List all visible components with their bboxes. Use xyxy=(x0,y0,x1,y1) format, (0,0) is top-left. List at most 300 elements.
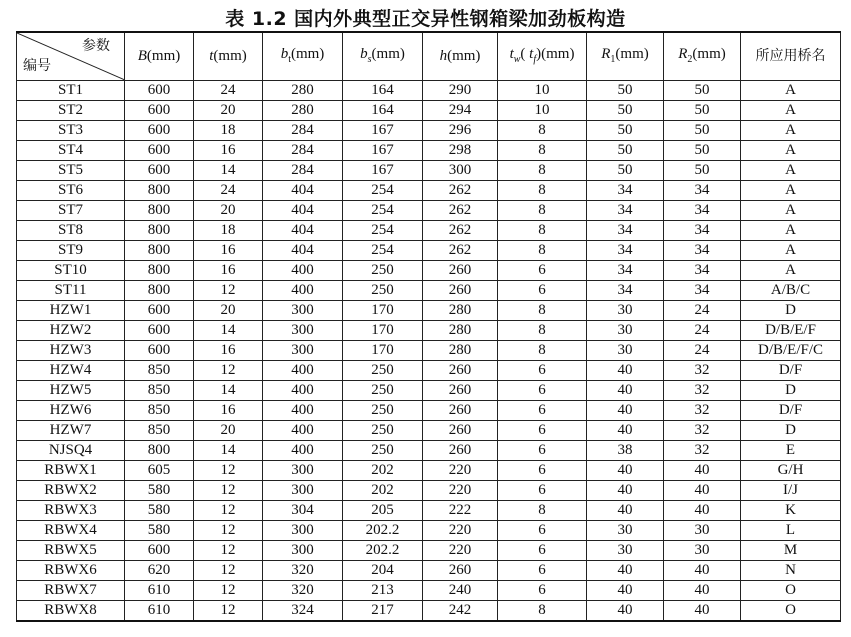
cell-bt: 400 xyxy=(263,441,343,461)
corner-header xyxy=(17,32,125,81)
cell-bt: 324 xyxy=(263,601,343,622)
cell-B: 580 xyxy=(125,521,194,541)
cell-id: NJSQ4 xyxy=(17,441,125,461)
cell-tw: 8 xyxy=(498,321,587,341)
cell-tw: 6 xyxy=(498,261,587,281)
cell-bs: 217 xyxy=(343,601,423,622)
cell-h: 220 xyxy=(423,461,498,481)
cell-bt: 284 xyxy=(263,161,343,181)
cell-bs: 202 xyxy=(343,461,423,481)
cell-tw: 8 xyxy=(498,121,587,141)
cell-R2: 40 xyxy=(664,581,741,601)
cell-R1: 30 xyxy=(587,301,664,321)
cell-B: 800 xyxy=(125,261,194,281)
table-row xyxy=(17,141,841,161)
cell-bs: 254 xyxy=(343,221,423,241)
cell-R2: 40 xyxy=(664,601,741,622)
cell-t: 12 xyxy=(194,481,263,501)
cell-R1: 40 xyxy=(587,401,664,421)
cell-bridge: A xyxy=(741,241,841,261)
cell-tw: 6 xyxy=(498,401,587,421)
table-row xyxy=(17,561,841,581)
cell-bt: 300 xyxy=(263,321,343,341)
table-row xyxy=(17,101,841,121)
table-row xyxy=(17,281,841,301)
cell-t: 20 xyxy=(194,201,263,221)
cell-R1: 40 xyxy=(587,501,664,521)
cell-h: 260 xyxy=(423,261,498,281)
cell-id: HZW2 xyxy=(17,321,125,341)
table-row xyxy=(17,201,841,221)
cell-bt: 284 xyxy=(263,141,343,161)
cut-off-text-line xyxy=(16,628,840,637)
cell-R2: 30 xyxy=(664,541,741,561)
cell-t: 16 xyxy=(194,341,263,361)
cell-B: 600 xyxy=(125,101,194,121)
cell-bs: 170 xyxy=(343,321,423,341)
cell-bridge: D/F xyxy=(741,401,841,421)
cell-h: 220 xyxy=(423,521,498,541)
cell-id: RBWX2 xyxy=(17,481,125,501)
cell-t: 20 xyxy=(194,101,263,121)
cell-bs: 250 xyxy=(343,441,423,461)
cell-tw: 6 xyxy=(498,421,587,441)
table-row xyxy=(17,501,841,521)
cell-id: ST5 xyxy=(17,161,125,181)
cell-tw: 8 xyxy=(498,141,587,161)
cell-R1: 40 xyxy=(587,421,664,441)
cell-h: 260 xyxy=(423,361,498,381)
cell-id: HZW3 xyxy=(17,341,125,361)
cell-bt: 320 xyxy=(263,561,343,581)
col-R2: $R_2(mm)$ xyxy=(664,32,741,81)
cell-bt: 400 xyxy=(263,281,343,301)
cell-R2: 32 xyxy=(664,401,741,421)
col-bs: $b_s(mm)$ xyxy=(343,32,423,81)
cell-t: 12 xyxy=(194,501,263,521)
cell-B: 600 xyxy=(125,341,194,361)
cell-R2: 34 xyxy=(664,281,741,301)
cell-t: 14 xyxy=(194,381,263,401)
cell-R1: 34 xyxy=(587,221,664,241)
corner-param-label: 参数 xyxy=(82,38,110,54)
cell-tw: 8 xyxy=(498,601,587,622)
cell-bt: 400 xyxy=(263,381,343,401)
cell-R1: 50 xyxy=(587,101,664,121)
cell-R1: 40 xyxy=(587,361,664,381)
table-row xyxy=(17,221,841,241)
cell-bt: 404 xyxy=(263,201,343,221)
cell-B: 600 xyxy=(125,301,194,321)
cell-bt: 304 xyxy=(263,501,343,521)
cell-bridge: K xyxy=(741,501,841,521)
cell-id: HZW1 xyxy=(17,301,125,321)
cell-id: ST11 xyxy=(17,281,125,301)
table-row xyxy=(17,461,841,481)
cell-bt: 300 xyxy=(263,541,343,561)
cell-bridge: D/B/E/F/C xyxy=(741,341,841,361)
cell-bt: 300 xyxy=(263,521,343,541)
cell-tw: 8 xyxy=(498,501,587,521)
cell-id: HZW5 xyxy=(17,381,125,401)
cell-R1: 34 xyxy=(587,261,664,281)
cell-tw: 8 xyxy=(498,161,587,181)
cell-bs: 167 xyxy=(343,141,423,161)
cell-R1: 30 xyxy=(587,521,664,541)
cell-bridge: A xyxy=(741,181,841,201)
cell-bs: 204 xyxy=(343,561,423,581)
cell-t: 12 xyxy=(194,601,263,622)
cell-bridge: O xyxy=(741,581,841,601)
cell-h: 240 xyxy=(423,581,498,601)
cell-R1: 50 xyxy=(587,121,664,141)
cell-id: ST4 xyxy=(17,141,125,161)
cell-h: 290 xyxy=(423,81,498,101)
cell-bridge: D xyxy=(741,301,841,321)
cell-R1: 34 xyxy=(587,181,664,201)
cell-h: 220 xyxy=(423,481,498,501)
cell-bt: 300 xyxy=(263,481,343,501)
cell-R1: 40 xyxy=(587,461,664,481)
cell-B: 600 xyxy=(125,541,194,561)
cell-B: 850 xyxy=(125,401,194,421)
cell-bs: 164 xyxy=(343,101,423,121)
cell-h: 300 xyxy=(423,161,498,181)
cell-bridge: N xyxy=(741,561,841,581)
cell-bs: 254 xyxy=(343,241,423,261)
cell-id: ST3 xyxy=(17,121,125,141)
cell-R2: 34 xyxy=(664,241,741,261)
header-row xyxy=(17,32,841,81)
cell-t: 18 xyxy=(194,221,263,241)
table-row xyxy=(17,181,841,201)
col-h: h(mm) xyxy=(423,32,498,81)
cell-R2: 40 xyxy=(664,461,741,481)
cell-h: 262 xyxy=(423,201,498,221)
table-row xyxy=(17,261,841,281)
cell-tw: 6 xyxy=(498,381,587,401)
cell-tw: 8 xyxy=(498,181,587,201)
cell-bs: 250 xyxy=(343,421,423,441)
table-row xyxy=(17,481,841,501)
cell-R2: 32 xyxy=(664,381,741,401)
cell-tw: 8 xyxy=(498,241,587,261)
cell-bt: 404 xyxy=(263,221,343,241)
cell-t: 14 xyxy=(194,321,263,341)
cell-id: RBWX6 xyxy=(17,561,125,581)
cell-B: 600 xyxy=(125,81,194,101)
cell-bs: 167 xyxy=(343,161,423,181)
cell-R1: 50 xyxy=(587,81,664,101)
cell-bt: 404 xyxy=(263,181,343,201)
table-row xyxy=(17,521,841,541)
cell-bs: 167 xyxy=(343,121,423,141)
cell-h: 260 xyxy=(423,561,498,581)
cell-bridge: A xyxy=(741,261,841,281)
cell-id: ST2 xyxy=(17,101,125,121)
cell-t: 24 xyxy=(194,181,263,201)
table-title: 表 1.2 国内外典型正交异性钢箱梁加劲板构造 xyxy=(225,8,626,30)
cell-t: 16 xyxy=(194,241,263,261)
table-row xyxy=(17,121,841,141)
cell-tw: 6 xyxy=(498,481,587,501)
cell-bridge: A xyxy=(741,121,841,141)
cell-R1: 34 xyxy=(587,201,664,221)
table-row xyxy=(17,541,841,561)
table-row xyxy=(17,401,841,421)
cell-tw: 8 xyxy=(498,301,587,321)
cell-tw: 6 xyxy=(498,361,587,381)
cell-B: 800 xyxy=(125,221,194,241)
cell-bridge: A xyxy=(741,201,841,221)
cell-id: ST7 xyxy=(17,201,125,221)
stiffened-plate-table xyxy=(16,31,841,622)
cell-B: 600 xyxy=(125,141,194,161)
cell-t: 20 xyxy=(194,421,263,441)
cell-id: ST6 xyxy=(17,181,125,201)
cell-R2: 50 xyxy=(664,161,741,181)
cell-h: 262 xyxy=(423,221,498,241)
cell-bridge: A/B/C xyxy=(741,281,841,301)
cell-bridge: D xyxy=(741,381,841,401)
cell-R2: 34 xyxy=(664,221,741,241)
cell-h: 260 xyxy=(423,281,498,301)
cell-B: 605 xyxy=(125,461,194,481)
cell-bt: 280 xyxy=(263,101,343,121)
cell-R1: 30 xyxy=(587,341,664,361)
cell-id: RBWX4 xyxy=(17,521,125,541)
table-row xyxy=(17,601,841,622)
cell-R2: 32 xyxy=(664,441,741,461)
corner-id-label: 编号 xyxy=(23,58,51,74)
cell-bs: 202.2 xyxy=(343,541,423,561)
cell-id: ST10 xyxy=(17,261,125,281)
cell-bs: 250 xyxy=(343,281,423,301)
cell-R1: 40 xyxy=(587,581,664,601)
cell-bridge: L xyxy=(741,521,841,541)
cell-R1: 38 xyxy=(587,441,664,461)
cell-bridge: O xyxy=(741,601,841,622)
cell-R2: 50 xyxy=(664,141,741,161)
cell-t: 20 xyxy=(194,301,263,321)
cell-bridge: E xyxy=(741,441,841,461)
cell-t: 12 xyxy=(194,361,263,381)
cell-h: 296 xyxy=(423,121,498,141)
cell-bs: 202.2 xyxy=(343,521,423,541)
cell-R2: 40 xyxy=(664,561,741,581)
cell-tw: 10 xyxy=(498,101,587,121)
cell-t: 16 xyxy=(194,261,263,281)
cell-h: 280 xyxy=(423,341,498,361)
cell-tw: 8 xyxy=(498,341,587,361)
cell-R2: 32 xyxy=(664,421,741,441)
cell-id: ST8 xyxy=(17,221,125,241)
cell-R2: 30 xyxy=(664,521,741,541)
cell-tw: 6 xyxy=(498,581,587,601)
cell-t: 14 xyxy=(194,161,263,181)
cell-B: 800 xyxy=(125,281,194,301)
cell-bt: 400 xyxy=(263,421,343,441)
cell-R1: 30 xyxy=(587,541,664,561)
cell-bs: 254 xyxy=(343,181,423,201)
cell-B: 610 xyxy=(125,601,194,622)
cell-tw: 6 xyxy=(498,561,587,581)
cell-tw: 8 xyxy=(498,201,587,221)
cell-t: 12 xyxy=(194,561,263,581)
cell-bs: 164 xyxy=(343,81,423,101)
cell-bt: 300 xyxy=(263,341,343,361)
cell-bt: 404 xyxy=(263,241,343,261)
cell-R2: 50 xyxy=(664,81,741,101)
cell-R1: 40 xyxy=(587,601,664,622)
cell-R1: 40 xyxy=(587,561,664,581)
cell-B: 580 xyxy=(125,481,194,501)
cell-bridge: A xyxy=(741,81,841,101)
cell-bs: 170 xyxy=(343,301,423,321)
cell-t: 14 xyxy=(194,441,263,461)
cell-t: 12 xyxy=(194,581,263,601)
cell-R2: 34 xyxy=(664,181,741,201)
cell-B: 800 xyxy=(125,441,194,461)
cell-bt: 320 xyxy=(263,581,343,601)
cell-R2: 32 xyxy=(664,361,741,381)
cell-bs: 250 xyxy=(343,261,423,281)
cell-h: 220 xyxy=(423,541,498,561)
cell-B: 850 xyxy=(125,361,194,381)
cell-B: 850 xyxy=(125,381,194,401)
cell-bt: 300 xyxy=(263,301,343,321)
cell-bridge: A xyxy=(741,161,841,181)
cell-id: HZW4 xyxy=(17,361,125,381)
cell-tw: 6 xyxy=(498,541,587,561)
table-row xyxy=(17,441,841,461)
cell-bridge: D/F xyxy=(741,361,841,381)
cell-bs: 205 xyxy=(343,501,423,521)
cell-R2: 50 xyxy=(664,121,741,141)
cell-bt: 400 xyxy=(263,401,343,421)
cell-h: 242 xyxy=(423,601,498,622)
cell-t: 24 xyxy=(194,81,263,101)
cell-t: 12 xyxy=(194,521,263,541)
cell-R2: 34 xyxy=(664,201,741,221)
table-row xyxy=(17,321,841,341)
cell-t: 16 xyxy=(194,141,263,161)
cell-bs: 170 xyxy=(343,341,423,361)
cell-id: ST1 xyxy=(17,81,125,101)
cell-id: RBWX3 xyxy=(17,501,125,521)
col-t: t(mm) xyxy=(194,32,263,81)
cell-tw: 10 xyxy=(498,81,587,101)
cell-h: 260 xyxy=(423,441,498,461)
cell-R2: 24 xyxy=(664,301,741,321)
cell-h: 262 xyxy=(423,241,498,261)
cell-R1: 40 xyxy=(587,481,664,501)
cell-B: 600 xyxy=(125,121,194,141)
cell-B: 600 xyxy=(125,321,194,341)
table-row xyxy=(17,241,841,261)
cell-tw: 6 xyxy=(498,281,587,301)
cell-h: 298 xyxy=(423,141,498,161)
cell-B: 800 xyxy=(125,201,194,221)
table-row xyxy=(17,581,841,601)
table-row xyxy=(17,361,841,381)
cell-R1: 34 xyxy=(587,241,664,261)
cell-bs: 250 xyxy=(343,361,423,381)
col-bridge: 所应用桥名 xyxy=(741,32,841,81)
cell-t: 12 xyxy=(194,281,263,301)
cell-bridge: A xyxy=(741,101,841,121)
cell-h: 260 xyxy=(423,381,498,401)
cell-bt: 284 xyxy=(263,121,343,141)
cell-id: ST9 xyxy=(17,241,125,261)
cell-t: 12 xyxy=(194,461,263,481)
table-row xyxy=(17,421,841,441)
cell-bs: 202 xyxy=(343,481,423,501)
cell-bridge: M xyxy=(741,541,841,561)
cell-tw: 6 xyxy=(498,521,587,541)
cell-B: 850 xyxy=(125,421,194,441)
cell-R2: 24 xyxy=(664,341,741,361)
table-row xyxy=(17,341,841,361)
cell-bridge: A xyxy=(741,141,841,161)
cell-id: RBWX1 xyxy=(17,461,125,481)
cell-R2: 50 xyxy=(664,101,741,121)
cell-id: RBWX8 xyxy=(17,601,125,622)
cell-t: 12 xyxy=(194,541,263,561)
cell-B: 580 xyxy=(125,501,194,521)
cell-bs: 250 xyxy=(343,401,423,421)
cell-B: 600 xyxy=(125,161,194,181)
col-B: B(mm) xyxy=(125,32,194,81)
cell-h: 222 xyxy=(423,501,498,521)
cell-h: 260 xyxy=(423,421,498,441)
cell-id: HZW6 xyxy=(17,401,125,421)
cell-B: 800 xyxy=(125,181,194,201)
cell-bs: 250 xyxy=(343,381,423,401)
cell-id: RBWX7 xyxy=(17,581,125,601)
cell-bs: 254 xyxy=(343,201,423,221)
table-row xyxy=(17,161,841,181)
cell-bt: 400 xyxy=(263,361,343,381)
cell-bridge: D xyxy=(741,421,841,441)
cell-h: 280 xyxy=(423,301,498,321)
cell-t: 16 xyxy=(194,401,263,421)
col-tw: $t_w$( $t_f)(mm)$ xyxy=(498,32,587,81)
cell-tw: 6 xyxy=(498,441,587,461)
cell-bridge: I/J xyxy=(741,481,841,501)
cell-R2: 24 xyxy=(664,321,741,341)
cell-t: 18 xyxy=(194,121,263,141)
table-row xyxy=(17,381,841,401)
cell-bt: 280 xyxy=(263,81,343,101)
cell-id: HZW7 xyxy=(17,421,125,441)
col-R1: $R_1(mm)$ xyxy=(587,32,664,81)
cell-bridge: D/B/E/F xyxy=(741,321,841,341)
table-row xyxy=(17,301,841,321)
cell-R1: 50 xyxy=(587,161,664,181)
cell-bridge: A xyxy=(741,221,841,241)
cell-R2: 34 xyxy=(664,261,741,281)
cell-h: 262 xyxy=(423,181,498,201)
cell-bt: 300 xyxy=(263,461,343,481)
cell-R1: 34 xyxy=(587,281,664,301)
cell-tw: 6 xyxy=(498,461,587,481)
cell-h: 260 xyxy=(423,401,498,421)
cell-bt: 400 xyxy=(263,261,343,281)
cell-R2: 40 xyxy=(664,501,741,521)
cell-R1: 30 xyxy=(587,321,664,341)
cell-bs: 213 xyxy=(343,581,423,601)
